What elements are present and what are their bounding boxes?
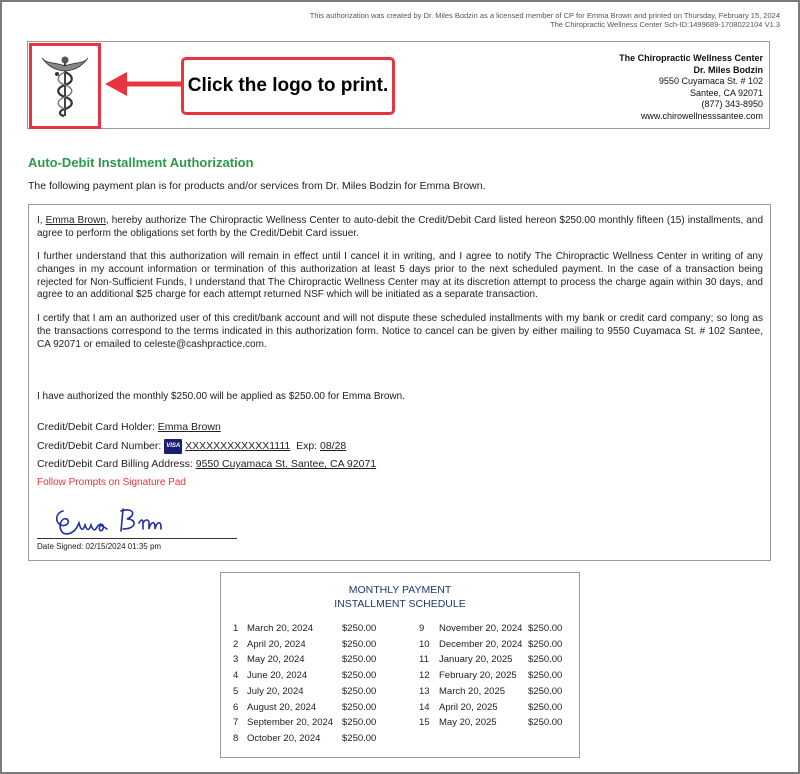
installment-date: May 20, 2025	[439, 717, 497, 729]
agreement-paragraph-3: I certify that I am an authorized user of this credit/bank account and will not dispute these scheduled installments with my bank or credit card company; so long as the transactions correspond to the terms indicated in this authorization form. Notice to cancel can be given by either mailing to 9550 Cuyamaca St. # 102 Santee, CA 92071 or emailed to celeste@cashpractice.com.	[37, 313, 763, 350]
installment-amount: $250.00	[342, 654, 377, 666]
agreement-paragraph-2: I further understand that this authorization will remain in effect until I cancel it in writing, and I agree to notify The Chiropractic Wellness Center in writing of any changes in my account information or termination of this authorization at least 5 days prior to the next scheduled payment. In the case of a transaction being rejected for Non-Sufficient Funds, I understand that The Chiropractic Wellness Center may at its discretion attempt to process the charge again within 30 days, and agree to an additional $25 charge for each attempt returned NSF which will be initiated as a separate transaction.	[37, 251, 763, 301]
installment-number: 12	[419, 670, 430, 682]
doctor-name: Dr. Miles Bodzin	[693, 64, 763, 75]
p1-prefix: I,	[37, 215, 46, 226]
installment-number: 1	[233, 623, 239, 634]
installment-number: 5	[233, 685, 239, 697]
installment-number: 7	[233, 717, 239, 729]
visa-card-icon: VISA	[164, 439, 182, 454]
installment-number: 6	[233, 701, 239, 713]
signature-prompt: Follow Prompts on Signature Pad	[37, 477, 186, 488]
installment-amount: $250.00	[342, 701, 377, 713]
clinic-name: The Chiropractic Wellness Center	[619, 53, 763, 63]
date-signed: Date Signed: 02/15/2024 01:35 pm	[37, 542, 162, 551]
print-callout: Click the logo to print.	[181, 57, 395, 115]
installment-date: December 20, 2024	[439, 638, 523, 650]
installment-date: November 20, 2024	[439, 623, 523, 634]
installment-date: October 20, 2024	[247, 732, 321, 744]
installment-number: 15	[419, 717, 430, 729]
installment-number: 2	[233, 638, 239, 650]
installment-date: September 20, 2024	[247, 717, 334, 729]
installment-date: March 20, 2025	[439, 685, 506, 697]
installment-date: April 20, 2025	[439, 701, 498, 713]
installment-number: 3	[233, 654, 239, 666]
installment-number: 4	[233, 670, 239, 682]
schedule-row	[233, 623, 393, 635]
schedule-row	[419, 639, 579, 651]
card-number-field	[37, 439, 346, 454]
clinic-phone: (877) 343-8950	[701, 99, 763, 109]
schedule-title	[221, 583, 579, 611]
schedule-row	[419, 623, 579, 635]
installment-date: February 20, 2025	[439, 670, 517, 682]
schedule-row	[419, 702, 579, 714]
schedule-row	[233, 639, 393, 651]
schedule-title-line2: INSTALLMENT SCHEDULE	[334, 598, 466, 610]
clinic-address1: 9550 Cuyamaca St. # 102	[658, 76, 763, 86]
schedule-row	[419, 670, 579, 682]
billing-address-field	[37, 458, 376, 471]
arrow-left-icon	[103, 69, 183, 99]
clinic-website: www.chirowellnesssantee.com	[640, 110, 763, 121]
schedule-row	[233, 702, 393, 714]
card-holder-label: Credit/Debit Card Holder:	[37, 421, 158, 433]
installment-amount: $250.00	[342, 685, 377, 697]
print-note-line2: The Chiropractic Wellness Center Sch-ID:1499689-1708022104 V1.3	[550, 20, 780, 29]
installment-date: June 20, 2024	[247, 670, 308, 682]
installment-amount: $250.00	[528, 701, 563, 713]
agreement-paragraph-1	[37, 215, 763, 241]
installment-date: March 20, 2024	[247, 623, 314, 634]
p1-name: Emma Brown	[45, 215, 106, 226]
exp-value: 08/28	[320, 440, 347, 453]
card-number-value: XXXXXXXXXXXX1111	[185, 440, 291, 453]
caduceus-logo-icon	[40, 54, 90, 118]
schedule-row	[233, 670, 393, 682]
print-note	[310, 11, 780, 29]
p1-rest: , hereby authorize The Chiropractic Wellness Center to auto-debit the Credit/Debit Card listed hereon $250.00 monthly fifteen (15) installments, and agree to perform the obligations set forth by the Credit/Debit Card issuer.	[37, 215, 764, 239]
installment-date: April 20, 2024	[247, 638, 306, 650]
intro-text: The following payment plan is for products and/or services from Dr. Miles Bodzin for Emma Brown.	[28, 180, 486, 192]
clinic-address2: Santee, CA 92071	[689, 87, 763, 98]
schedule-row	[419, 686, 579, 698]
installment-date: January 20, 2025	[439, 654, 513, 666]
clinic-info	[619, 53, 763, 122]
schedule-row	[233, 686, 393, 698]
installment-date: August 20, 2024	[247, 701, 317, 713]
card-holder-value: Emma Brown	[157, 421, 221, 433]
installment-amount: $250.00	[528, 654, 563, 666]
agreement-paragraph-4: I have authorized the monthly $250.00 will be applied as $250.00 for Emma Brown.	[37, 391, 405, 402]
schedule-row	[233, 733, 393, 745]
print-note-line1: This authorization was created by Dr. Miles Bodzin as a licensed member of CP for Emma Brown and printed on Thursday, February 15, 2024	[309, 11, 780, 20]
installment-amount: $250.00	[342, 638, 377, 650]
installment-amount: $250.00	[528, 638, 563, 650]
card-number-label: Credit/Debit Card Number:	[37, 440, 165, 453]
authorization-box	[28, 204, 771, 561]
installment-schedule	[220, 572, 580, 758]
installment-number: 14	[419, 701, 430, 713]
card-holder-field	[37, 421, 221, 434]
signature-image	[51, 503, 191, 539]
signature-line	[37, 538, 237, 539]
page-title: Auto-Debit Installment Authorization	[28, 155, 254, 170]
installment-amount: $250.00	[342, 717, 377, 729]
billing-label: Credit/Debit Card Billing Address:	[37, 458, 196, 470]
installment-amount: $250.00	[342, 732, 377, 744]
installment-amount: $250.00	[342, 670, 377, 682]
schedule-row	[419, 654, 579, 666]
print-logo-button[interactable]	[29, 43, 101, 129]
installment-number: 9	[419, 623, 425, 634]
billing-value: 9550 Cuyamaca St. Santee, CA 92071	[195, 458, 377, 470]
schedule-title-line1: MONTHLY PAYMENT	[348, 584, 452, 596]
schedule-row	[419, 717, 579, 729]
installment-amount: $250.00	[528, 717, 563, 729]
installment-number: 11	[419, 654, 429, 666]
installment-date: July 20, 2024	[247, 685, 304, 697]
installment-date: May 20, 2024	[247, 654, 305, 666]
installment-number: 8	[233, 732, 239, 744]
installment-number: 13	[419, 685, 430, 697]
installment-amount: $250.00	[528, 670, 563, 682]
schedule-row	[233, 717, 393, 729]
exp-label: Exp:	[296, 440, 320, 453]
schedule-row	[233, 654, 393, 666]
installment-amount: $250.00	[528, 623, 563, 634]
installment-amount: $250.00	[528, 685, 563, 697]
installment-number: 10	[419, 638, 430, 650]
installment-amount: $250.00	[342, 623, 377, 634]
